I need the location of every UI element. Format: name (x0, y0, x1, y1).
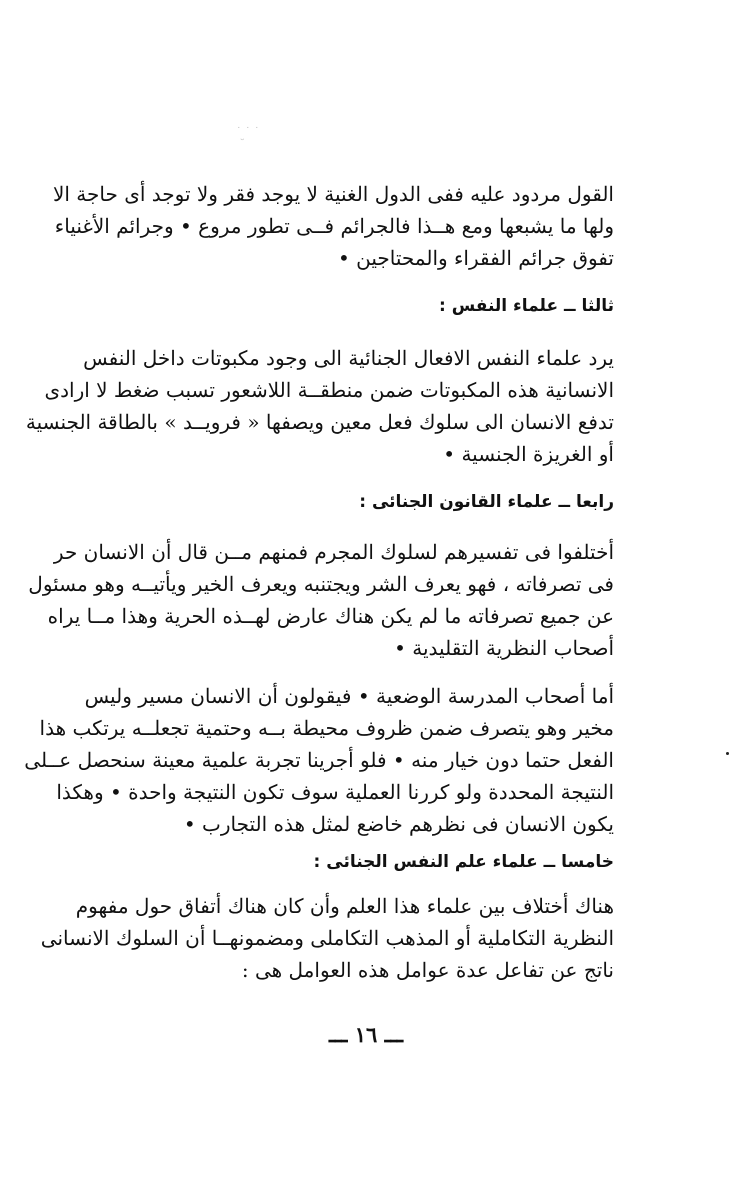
paragraph-psychologists (25, 342, 614, 470)
text-line: هناك أختلاف بين علماء هذا العلم وأن كان هناك أتفاق حول مفهوم (75, 894, 614, 918)
section-heading-psychologists: ثالثا ــ علماء النفس : (438, 296, 614, 316)
text-line: يرد علماء النفس الافعال الجنائية الى وجود مكبوتات داخل النفس (83, 346, 614, 370)
text-line: القول مردود عليه ففى الدول الغنية لا يوجد فقر ولا توجد أى حاجة الا (52, 182, 614, 206)
text-line: ناتج عن تفاعل عدة عوامل هذه العوامل هى : (241, 958, 614, 982)
text-line: الانسانية هذه المكبوتات ضمن منطقــة اللاشعور تسبب ضغط لا ارادى (44, 378, 614, 402)
text-line: تدفع الانسان الى سلوك فعل معين ويصفها « فرويــد » بالطاقة الجنسية (25, 410, 614, 434)
paragraph-poverty (52, 178, 614, 274)
text-line: ولها ما يشبعها ومع هــذا فالجرائم فــى تطور مروع • وجرائم الأغنياء (54, 214, 614, 238)
text-line: عن جميع تصرفاته ما لم يكن هناك عارض لهــذه الحرية وهذا مــا يراه (47, 604, 614, 628)
text-line: مخير وهو يتصرف ضمن ظروف محيطة بــه وحتمية تجعلــه يرتكب هذا (39, 716, 614, 740)
section-heading-criminal-psychology: خامسا ــ علماء علم النفس الجنائى : (313, 852, 614, 872)
text-line: فى تصرفاته ، فهو يعرف الشر ويجتنبه ويعرف الخير ويأتيــه وهو مسئول (28, 572, 614, 596)
text-line: الفعل حتما دون خيار منه • فلو أجرينا تجربة علمية معينة سنحصل عــلى (24, 748, 614, 772)
text-line: تفوق جرائم الفقراء والمحتاجين • (337, 246, 614, 270)
text-line: أصحاب النظرية التقليدية • (394, 636, 614, 660)
paragraph-positivist-school (24, 680, 614, 840)
scan-artifact-icon: ˙ ˙ ˙ ˘ (236, 125, 260, 150)
page-number: ـــ ١٦ ـــ (328, 1022, 404, 1047)
text-line: يكون الانسان فى نظرهم خاضع لمثل هذه التجارب • (183, 812, 614, 836)
scan-speck-icon (726, 752, 729, 755)
text-line: النظرية التكاملية أو المذهب التكاملى ومضمونهــا أن السلوك الانسانى (40, 926, 614, 950)
text-line: أو الغريزة الجنسية • (443, 442, 614, 466)
paragraph-criminal-law (28, 536, 614, 664)
paragraph-integrative-theory (40, 890, 614, 986)
text-line: أختلفوا فى تفسيرهم لسلوك المجرم فمنهم مــن قال أن الانسان حر (53, 540, 614, 564)
section-heading-criminal-law: رابعا ــ علماء القانون الجنائى : (359, 492, 614, 512)
text-line: أما أصحاب المدرسة الوضعية • فيقولون أن الانسان مسير وليس (84, 684, 614, 708)
text-line: النتيجة المحددة ولو كررنا العملية سوف تكون النتيجة واحدة • وهكذا (56, 780, 614, 804)
